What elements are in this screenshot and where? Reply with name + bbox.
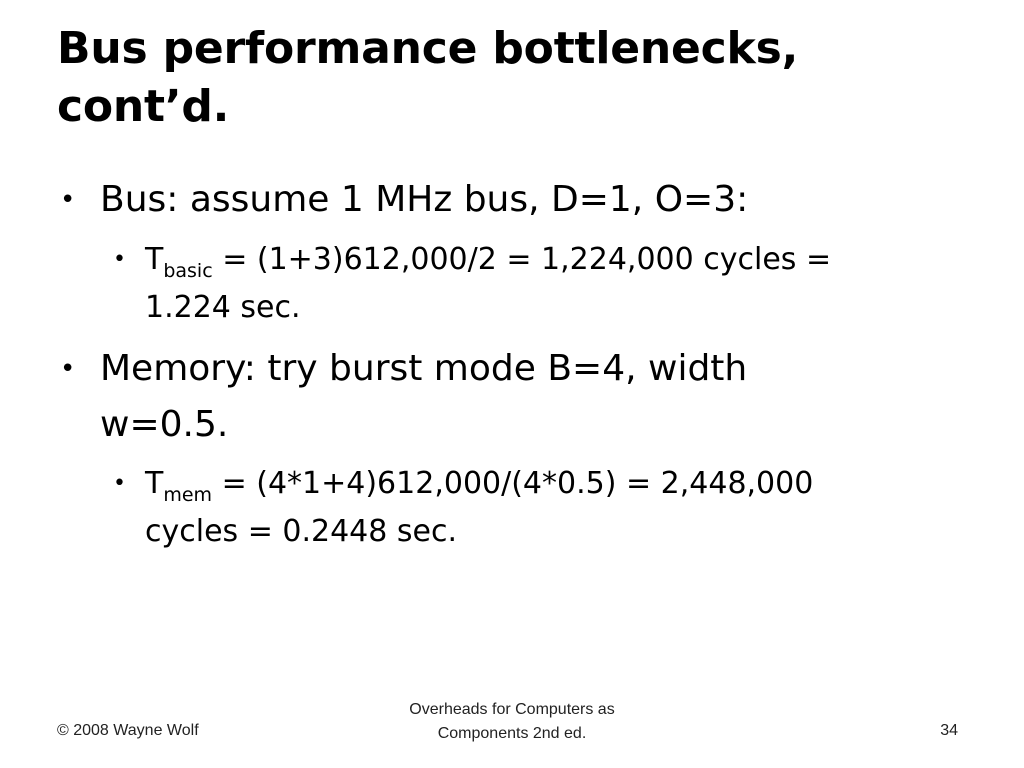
formula-subscript: basic [163, 260, 213, 282]
bullet-dot-icon: • [60, 185, 76, 215]
footer-book-line-2: Components 2nd ed. [437, 725, 587, 742]
formula-variable: T [145, 466, 164, 501]
footer-book-title [362, 698, 662, 746]
title-line-1: Bus performance bottlenecks, [57, 23, 799, 74]
sub-bullet-line-2: 1.224 sec. [145, 290, 301, 325]
sub-bullet-dot-icon: • [113, 247, 126, 272]
footer-copyright: © 2008 Wayne Wolf [57, 722, 199, 739]
sub-bullet-line-2: cycles = 0.2448 sec. [145, 514, 457, 549]
formula-rest: = (4*1+4)612,000/(4*0.5) = 2,448,000 [212, 466, 814, 501]
bullet-text: Bus: assume 1 MHz bus, D=1, O=3: [100, 179, 749, 220]
bullet-bus [60, 172, 960, 228]
slide-title [57, 20, 957, 136]
sub-bullet-dot-icon: • [113, 471, 126, 496]
bullet-dot-icon: • [60, 354, 76, 384]
formula-rest: = (1+3)612,000/2 = 1,224,000 cycles = [212, 242, 832, 277]
formula-variable: T [145, 242, 164, 277]
sub-bullet-t-mem [113, 460, 960, 556]
formula-subscript: mem [163, 484, 213, 506]
sub-bullet-t-basic [113, 236, 960, 332]
page-number: 34 [940, 722, 958, 739]
bullet-line-1: Memory: try burst mode B=4, width [100, 348, 748, 389]
bullet-memory [60, 341, 960, 453]
footer-book-line-1: Overheads for Computers as [409, 701, 615, 718]
sub-bullet-line-1 [145, 460, 960, 508]
title-line-2: cont’d. [57, 81, 230, 132]
bullet-line-2: w=0.5. [100, 404, 229, 445]
sub-bullet-line-1 [145, 236, 960, 284]
